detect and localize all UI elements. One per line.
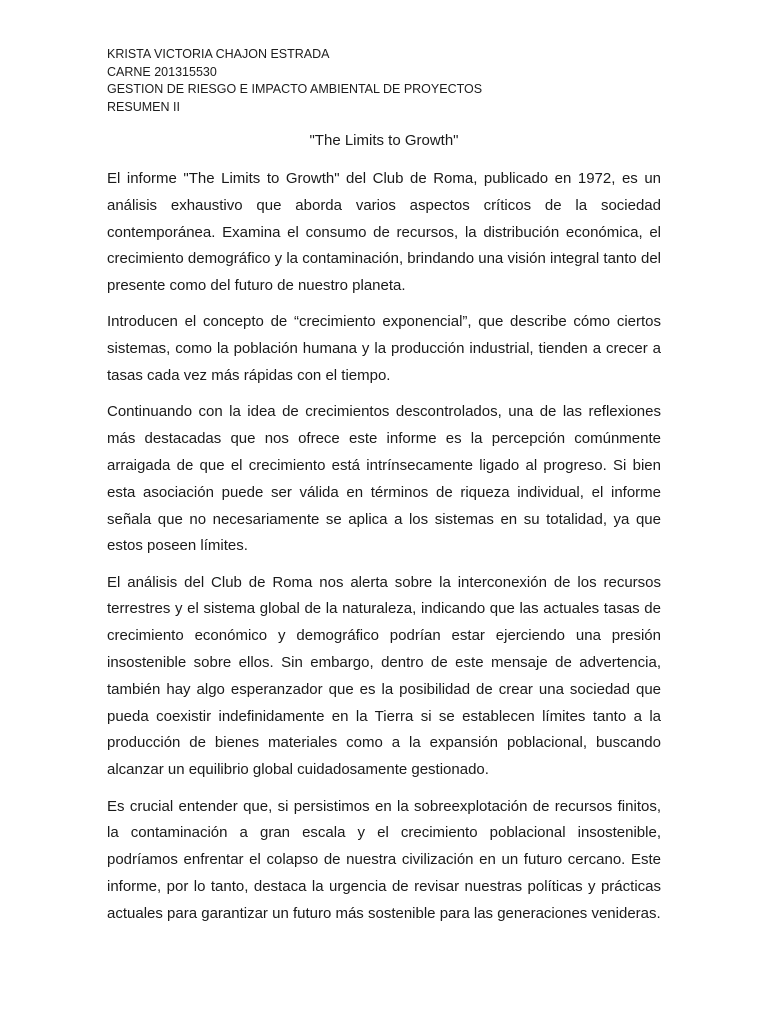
paragraph-4: El análisis del Club de Roma nos alerta sobre la interconexión de los recursos terrestres y el sistema global de la naturaleza, indicando que las actuales tasas de crecimiento económico y demográfico podrían estar ejerciendo una presión insostenible sobre ellos. Sin embargo, dentro de este mensaje de advertencia, también hay algo esperanzador que es la posibilidad de crear una sociedad que pueda coexistir indefinidamente en la Tierra si se establecen límites tanto a la producción de bienes materiales como a la expansión poblacional, buscando alcanzar un equilibrio global cuidadosamente gestionado.: [107, 573, 661, 779]
document-title: "The Limits to Growth": [309, 132, 459, 149]
student-id: CARNE 201315530: [107, 64, 217, 79]
course-name: GESTION DE RIESGO E IMPACTO AMBIENTAL DE PROYECTOS: [107, 82, 483, 96]
paragraph-1: El informe "The Limits to Growth" del Club de Roma, publicado en 1972, es un análisis exhaustivo que aborda varios aspectos críticos de la sociedad contemporánea. Examina el consumo de recursos, la distribución económica, el crecimiento demográfico y la contaminación, brindando una visión integral tanto del presente como del futuro de nuestro planeta.: [107, 170, 661, 295]
document-body: [107, 166, 661, 937]
assignment-name: RESUMEN II: [107, 99, 180, 114]
paragraph-2: Introducen el concepto de “crecimiento exponencial”, que describe cómo ciertos sistemas, como la población humana y la producción industrial, tienden a crecer a tasas cada vez más rápidas con el tiempo.: [107, 313, 661, 385]
paragraph-3: Continuando con la idea de crecimientos descontrolados, una de las reflexiones más destacadas que nos ofrece este informe es la percepción comúnmente arraigada de que el crecimiento está intrínsecamente ligado al progreso. Si bien esta asociación puede ser válida en términos de riqueza individual, el informe señala que no necesariamente se aplica a los sistemas en su totalidad, ya que estos poseen límites.: [107, 403, 661, 555]
author-name: KRISTA VICTORIA CHAJON ESTRADA: [107, 47, 330, 61]
paragraph-5: Es crucial entender que, si persistimos en la sobreexplotación de recursos finitos, la contaminación a gran escala y el crecimiento poblacional insostenible, podríamos enfrentar el colapso de nuestra civilización en un futuro cercano. Este informe, por lo tanto, destaca la urgencia de revisar nuestras políticas y prácticas actuales para garantizar un futuro más sostenible para las generaciones venideras.: [107, 797, 661, 922]
document-header: [107, 46, 482, 116]
